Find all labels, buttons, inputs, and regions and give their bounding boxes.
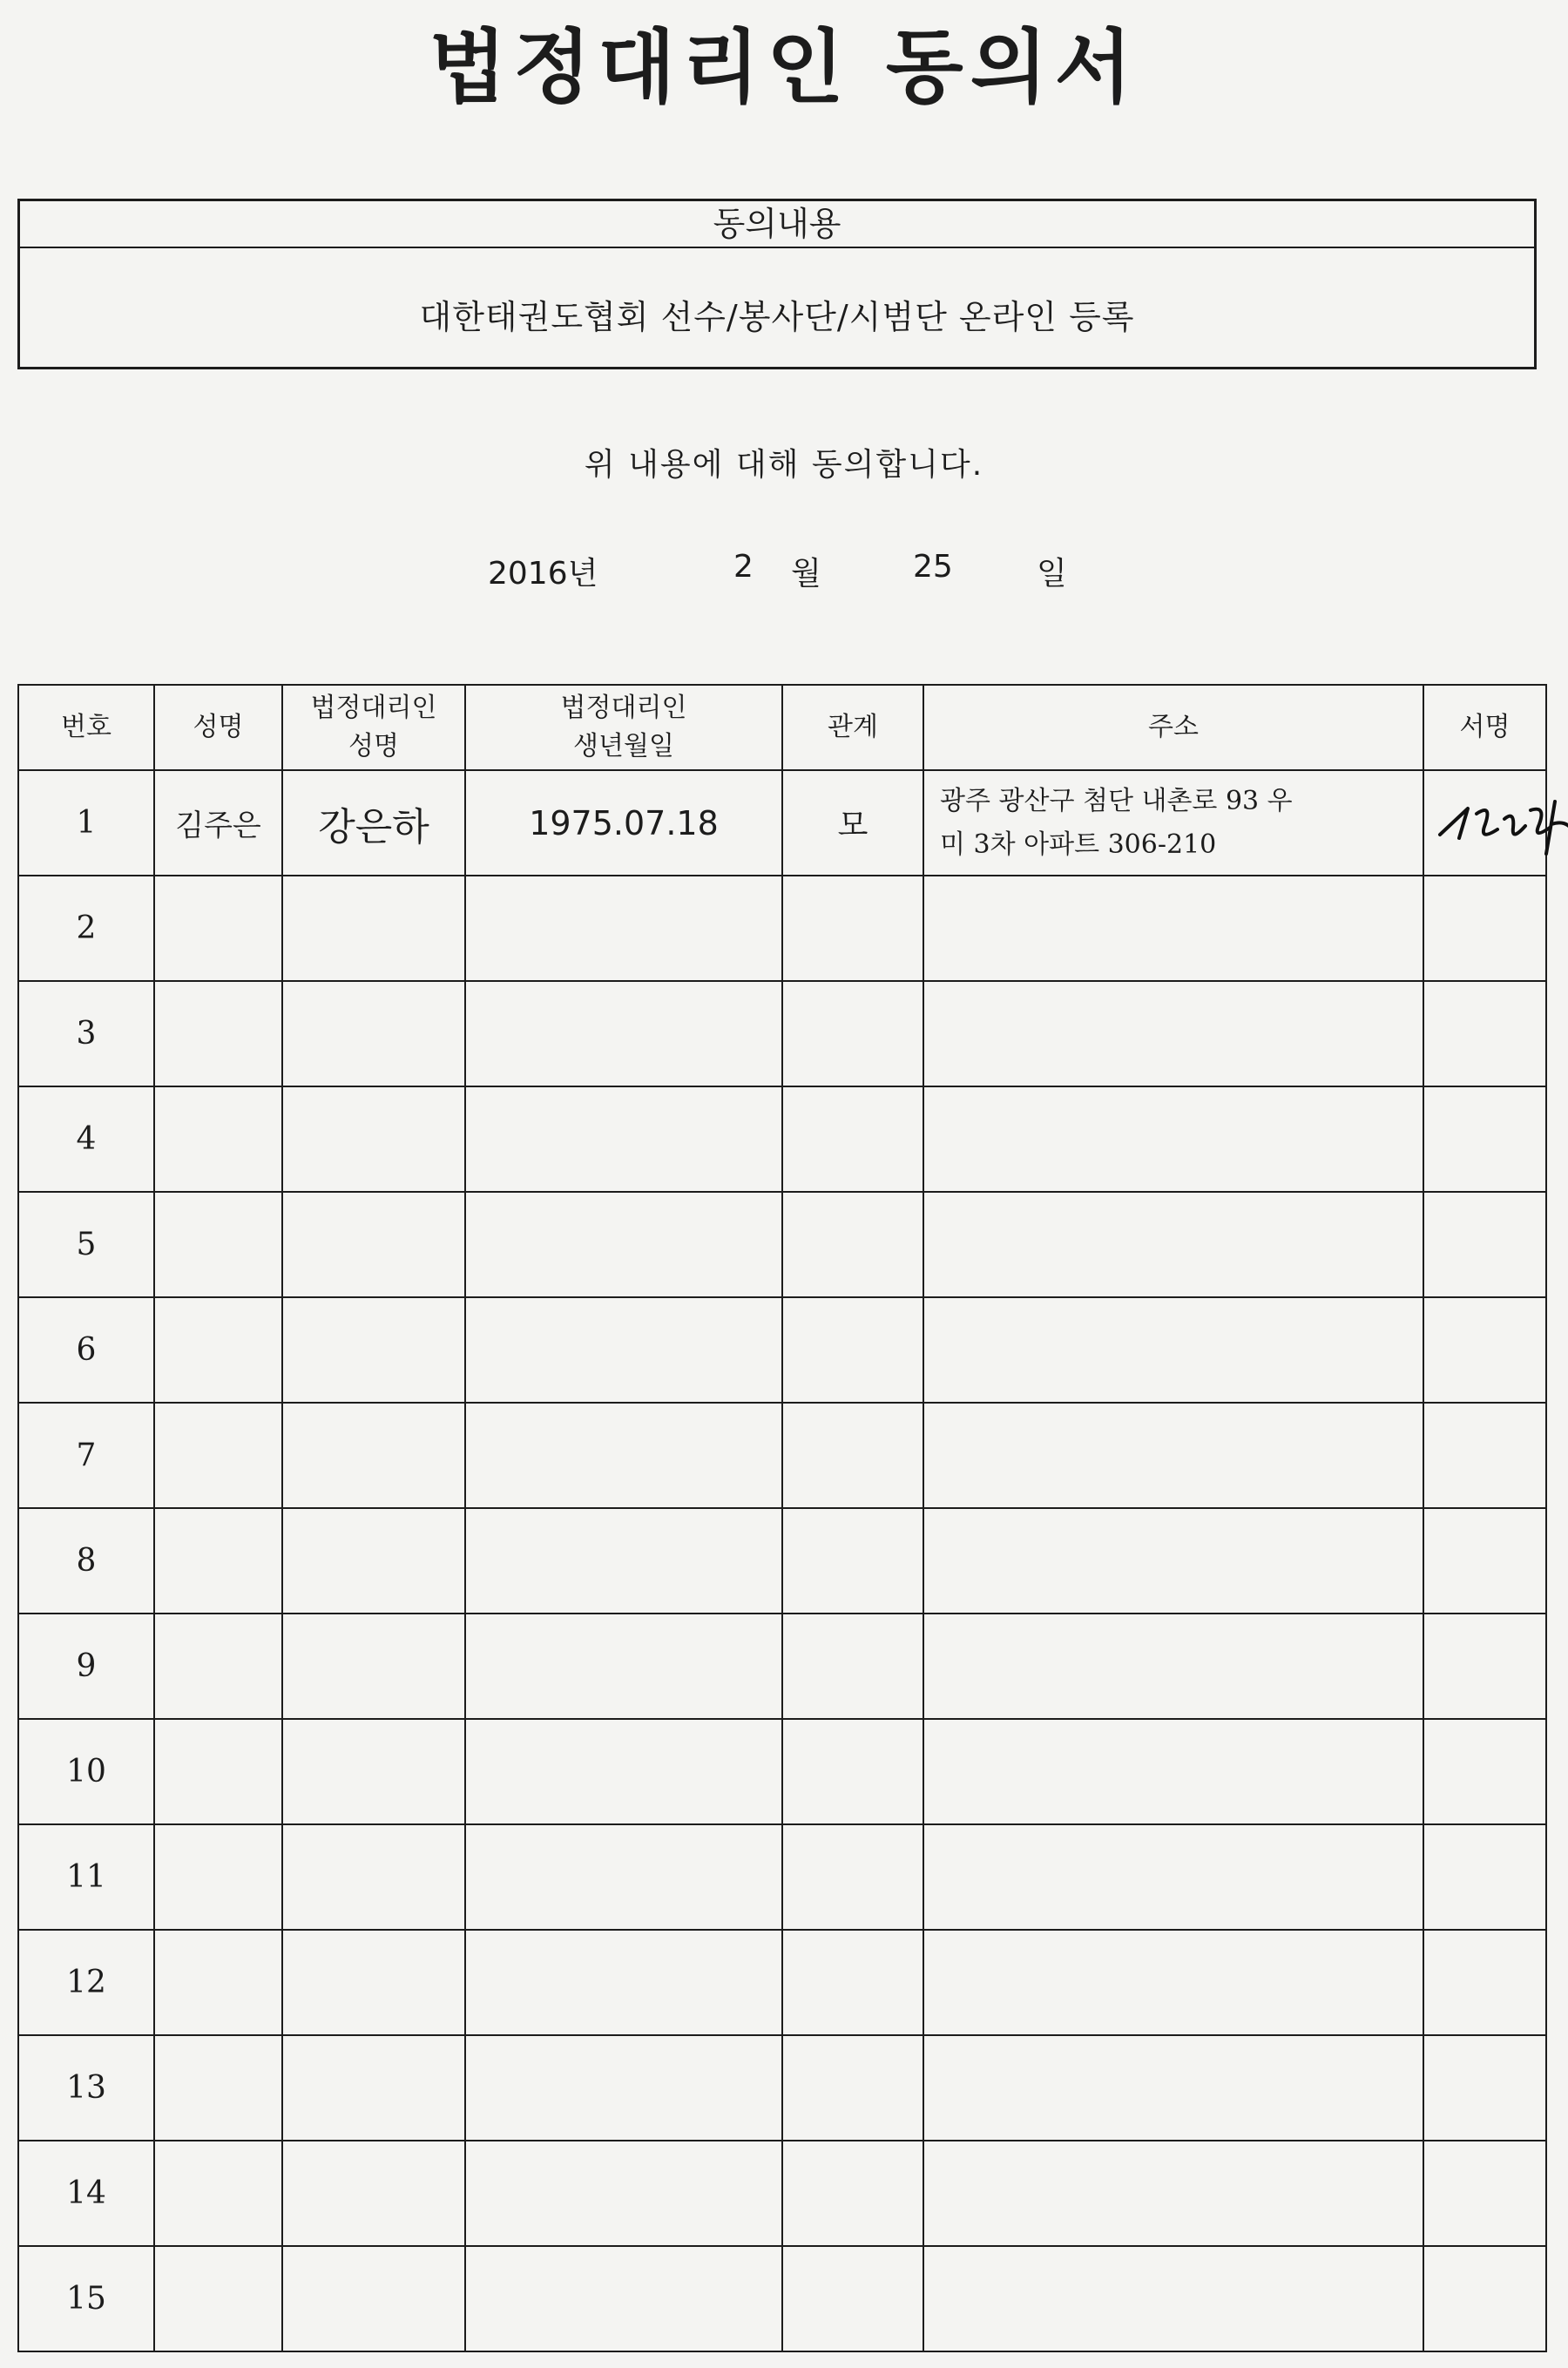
row-no: 9 — [18, 1614, 154, 1719]
row-no: 1 — [18, 770, 154, 876]
row-signature — [1423, 1719, 1546, 1824]
row-relation — [782, 1824, 923, 1930]
header-relation: 관계 — [782, 685, 923, 770]
row-relation — [782, 1403, 923, 1508]
row-guardian-name — [282, 1824, 465, 1930]
consent-header: 동의내용 — [20, 201, 1534, 248]
row-guardian-dob — [465, 1086, 782, 1192]
row-guardian-name — [282, 1719, 465, 1824]
table-row — [18, 2246, 1546, 2351]
row-no: 15 — [18, 2246, 154, 2351]
row-guardian-name — [282, 876, 465, 981]
table-row — [18, 1824, 1546, 1930]
row-no: 11 — [18, 1824, 154, 1930]
row-relation — [782, 1930, 923, 2035]
header-signature: 서명 — [1423, 685, 1546, 770]
row-address — [923, 1930, 1423, 2035]
row-name — [154, 2141, 282, 2246]
row-guardian-dob — [465, 1192, 782, 1297]
row-signature — [1423, 1297, 1546, 1403]
row-address — [923, 770, 1423, 876]
row-relation — [782, 1086, 923, 1192]
row-no: 2 — [18, 876, 154, 981]
row-name — [154, 876, 282, 981]
table-row — [18, 2141, 1546, 2246]
row-address — [923, 1086, 1423, 1192]
row-guardian-dob — [465, 2141, 782, 2246]
header-guardian-dob-line1: 법정대리인 — [560, 693, 687, 723]
row-address — [923, 1719, 1423, 1824]
header-guardian-name-line1: 법정대리인 — [310, 693, 437, 723]
row-name — [154, 1930, 282, 2035]
consent-body: 대한태권도협회 선수/봉사단/시범단 온라인 등록 — [419, 298, 1135, 336]
row-relation: 모 — [782, 770, 923, 876]
row-address — [923, 1297, 1423, 1403]
row-name — [154, 981, 282, 1086]
row-guardian-name — [282, 2141, 465, 2246]
row-name: 김주은 — [154, 770, 282, 876]
row-guardian-dob — [465, 1508, 782, 1614]
row-signature — [1423, 981, 1546, 1086]
row-relation — [782, 1192, 923, 1297]
row-relation — [782, 2141, 923, 2246]
row-name — [154, 1508, 282, 1614]
row-guardian-dob — [465, 2035, 782, 2141]
table-row — [18, 981, 1546, 1086]
agreement-statement: 위 내용에 대해 동의합니다. — [584, 447, 984, 483]
table-row — [18, 1403, 1546, 1508]
row-no: 8 — [18, 1508, 154, 1614]
table-header-row — [18, 685, 1546, 770]
row-relation — [782, 981, 923, 1086]
row-no: 14 — [18, 2141, 154, 2246]
row-no: 10 — [18, 1719, 154, 1824]
row-relation — [782, 1614, 923, 1719]
table-row — [18, 2035, 1546, 2141]
row-signature — [1423, 2246, 1546, 2351]
header-guardian-name-line2: 성명 — [348, 731, 399, 761]
header-name: 성명 — [154, 685, 282, 770]
row-signature — [1423, 1824, 1546, 1930]
row-name — [154, 2035, 282, 2141]
row-guardian-dob — [465, 1614, 782, 1719]
row-no: 3 — [18, 981, 154, 1086]
row-relation — [782, 1719, 923, 1824]
row-signature — [1423, 1614, 1546, 1719]
table-row — [18, 1508, 1546, 1614]
row-guardian-dob — [465, 1719, 782, 1824]
row-guardian-name — [282, 1192, 465, 1297]
row-address-line2: 미 3차 아파트 306-210 — [940, 829, 1217, 860]
row-signature — [1423, 876, 1546, 981]
row-name — [154, 1614, 282, 1719]
row-signature — [1423, 1930, 1546, 2035]
table-row — [18, 1086, 1546, 1192]
date-day-unit: 일 — [1037, 556, 1067, 592]
row-relation — [782, 2246, 923, 2351]
table-row — [18, 1719, 1546, 1824]
date-year: 2016년 — [488, 556, 598, 592]
row-address — [923, 1508, 1423, 1614]
date-month-unit: 월 — [791, 556, 821, 592]
row-signature — [1423, 2141, 1546, 2246]
table-row — [18, 1192, 1546, 1297]
date-month: 2 — [733, 549, 754, 585]
row-address — [923, 2141, 1423, 2246]
row-address — [923, 1403, 1423, 1508]
row-guardian-dob — [465, 1297, 782, 1403]
row-signature — [1423, 1086, 1546, 1192]
row-no: 4 — [18, 1086, 154, 1192]
row-name — [154, 1086, 282, 1192]
table-row — [18, 770, 1546, 876]
row-guardian-name — [282, 2035, 465, 2141]
row-signature — [1423, 2035, 1546, 2141]
row-guardian-dob — [465, 1930, 782, 2035]
header-guardian-dob — [465, 685, 782, 770]
row-signature — [1423, 1192, 1546, 1297]
row-name — [154, 1403, 282, 1508]
handwritten-signature-icon — [1424, 784, 1568, 863]
row-signature — [1423, 1508, 1546, 1614]
row-address — [923, 2246, 1423, 2351]
row-guardian-name — [282, 1930, 465, 2035]
row-address-line1: 광주 광산구 첨단 내촌로 93 우 — [940, 785, 1293, 816]
row-name — [154, 1824, 282, 1930]
row-no: 6 — [18, 1297, 154, 1403]
header-guardian-dob-line2: 생년월일 — [573, 731, 674, 761]
row-guardian-dob — [465, 2246, 782, 2351]
row-guardian-name — [282, 1614, 465, 1719]
table-row — [18, 1614, 1546, 1719]
row-address — [923, 1614, 1423, 1719]
header-guardian-name — [282, 685, 465, 770]
row-guardian-name — [282, 2246, 465, 2351]
row-guardian-dob — [465, 1403, 782, 1508]
row-guardian-name — [282, 1403, 465, 1508]
row-address — [923, 2035, 1423, 2141]
row-signature — [1423, 770, 1546, 876]
row-relation — [782, 876, 923, 981]
row-name — [154, 1297, 282, 1403]
row-name — [154, 1719, 282, 1824]
consent-box — [17, 199, 1537, 369]
signature-table — [17, 684, 1547, 2352]
header-no: 번호 — [18, 685, 154, 770]
row-relation — [782, 2035, 923, 2141]
document-title: 법정대리인 동의서 — [429, 21, 1139, 114]
date-day: 25 — [913, 549, 953, 585]
row-no: 5 — [18, 1192, 154, 1297]
row-signature — [1423, 1403, 1546, 1508]
row-guardian-name — [282, 1086, 465, 1192]
row-address — [923, 1192, 1423, 1297]
header-address: 주소 — [923, 685, 1423, 770]
row-guardian-dob — [465, 876, 782, 981]
row-address — [923, 1824, 1423, 1930]
row-guardian-name: 강은하 — [282, 770, 465, 876]
row-relation — [782, 1297, 923, 1403]
row-no: 7 — [18, 1403, 154, 1508]
row-guardian-name — [282, 1508, 465, 1614]
row-no: 13 — [18, 2035, 154, 2141]
row-guardian-dob: 1975.07.18 — [465, 770, 782, 876]
row-guardian-dob — [465, 1824, 782, 1930]
table-row — [18, 1297, 1546, 1403]
row-address — [923, 981, 1423, 1086]
row-guardian-dob — [465, 981, 782, 1086]
row-address — [923, 876, 1423, 981]
table-row — [18, 1930, 1546, 2035]
row-no: 12 — [18, 1930, 154, 2035]
row-guardian-name — [282, 1297, 465, 1403]
table-row — [18, 876, 1546, 981]
row-relation — [782, 1508, 923, 1614]
row-name — [154, 2246, 282, 2351]
row-name — [154, 1192, 282, 1297]
row-guardian-name — [282, 981, 465, 1086]
